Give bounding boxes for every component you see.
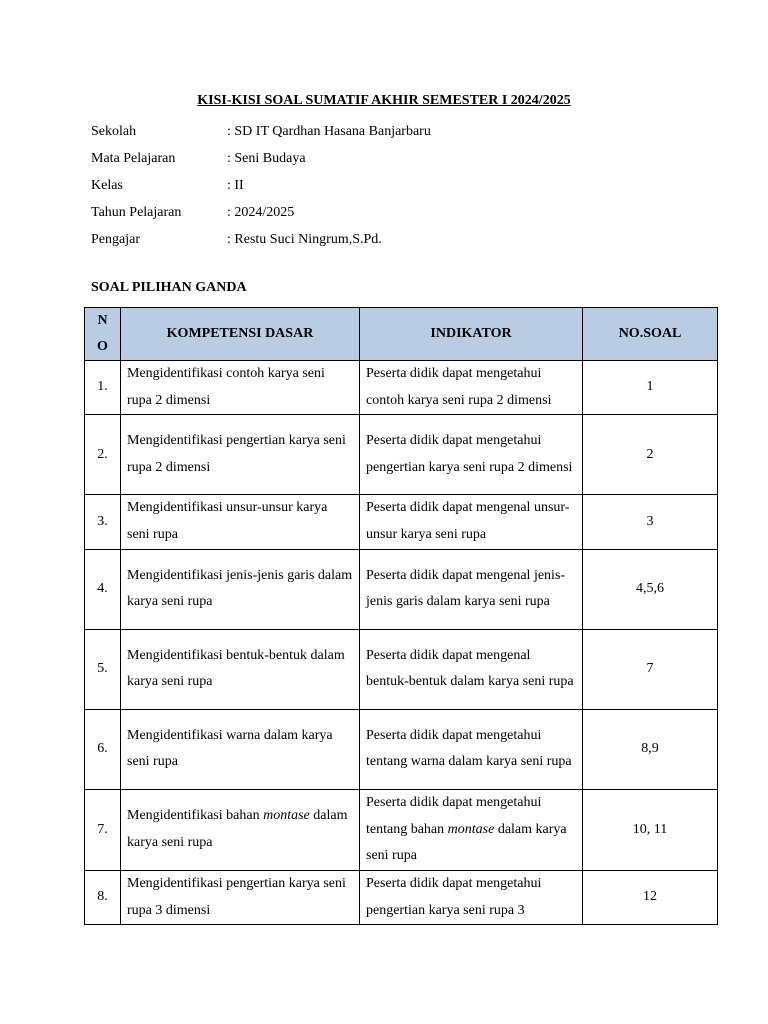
- ind-text-italic: montase: [447, 821, 495, 837]
- row-number: 1.: [85, 361, 121, 415]
- indikator-cell: [360, 789, 583, 870]
- document-title: KISI-KISI SOAL SUMATIF AKHIR SEMESTER I 2024/2025: [197, 93, 571, 108]
- indikator-cell: Peserta didik dapat mengenal bentuk-bentuk dalam karya seni rupa: [360, 629, 583, 709]
- indikator-cell: Peserta didik dapat mengetahui pengertian karya seni rupa 3: [360, 870, 583, 924]
- info-label: Tahun Pelajaran: [91, 204, 182, 220]
- table-row: [85, 495, 718, 549]
- info-value: : Restu Suci Ningrum,S.Pd.: [227, 231, 382, 247]
- kompetensi-dasar-cell: Mengidentifikasi warna dalam karya seni rupa: [121, 709, 360, 789]
- info-row-tahun-pelajaran: [91, 199, 691, 226]
- header-no-soal: NO.SOAL: [583, 308, 718, 361]
- info-row-kelas: [91, 172, 691, 199]
- kd-text-pre: Mengidentifikasi bahan: [127, 808, 264, 824]
- info-value: : 2024/2025: [227, 204, 295, 220]
- row-number: 4.: [85, 549, 121, 629]
- table-header-row: [85, 308, 718, 361]
- header-no-line1: N: [97, 313, 108, 328]
- kompetensi-dasar-cell: Mengidentifikasi contoh karya seni rupa 2 dimensi: [121, 361, 360, 415]
- kompetensi-dasar-cell: Mengidentifikasi pengertian karya seni rupa 2 dimensi: [121, 415, 360, 495]
- no-soal-cell: 1: [583, 361, 718, 415]
- header-no-line2: O: [97, 339, 108, 354]
- info-value: : II: [227, 177, 244, 193]
- kd-text-italic: montase: [263, 808, 310, 824]
- info-label: Mata Pelajaran: [91, 150, 176, 166]
- kd-text-post: dalam karya seni rupa: [127, 808, 348, 850]
- kompetensi-dasar-cell: Mengidentifikasi jenis-jenis garis dalam karya seni rupa: [121, 549, 360, 629]
- section-title: SOAL PILIHAN GANDA: [91, 280, 247, 295]
- info-value: : SD IT Qardhan Hasana Banjarbaru: [227, 123, 431, 139]
- no-soal-cell: 4,5,6: [583, 549, 718, 629]
- info-label: Pengajar: [91, 231, 140, 247]
- no-soal-cell: 8,9: [583, 709, 718, 789]
- row-number: 3.: [85, 495, 121, 549]
- no-soal-cell: 3: [583, 495, 718, 549]
- no-soal-cell: 7: [583, 629, 718, 709]
- table-row: [85, 549, 718, 629]
- kompetensi-dasar-cell: Mengidentifikasi bentuk-bentuk dalam karya seni rupa: [121, 629, 360, 709]
- table-row: [85, 709, 718, 789]
- ind-text-post: dalam karya seni rupa: [366, 821, 567, 864]
- table-row: [85, 789, 718, 870]
- row-number: 6.: [85, 709, 121, 789]
- indikator-cell: Peserta didik dapat mengenal jenis-jenis garis dalam karya seni rupa: [360, 549, 583, 629]
- row-number: 8.: [85, 870, 121, 924]
- indikator-cell: Peserta didik dapat mengetahui pengertian karya seni rupa 2 dimensi: [360, 415, 583, 495]
- info-row-sekolah: [91, 118, 691, 145]
- table-row: [85, 415, 718, 495]
- kisi-kisi-table: [84, 307, 718, 925]
- indikator-cell: Peserta didik dapat mengetahui tentang warna dalam karya seni rupa: [360, 709, 583, 789]
- table-row: [85, 870, 718, 924]
- header-indikator: INDIKATOR: [360, 308, 583, 361]
- indikator-cell: Peserta didik dapat mengenal unsur-unsur karya seni rupa: [360, 495, 583, 549]
- no-soal-cell: 10, 11: [583, 789, 718, 870]
- info-row-pengajar: [91, 226, 691, 253]
- no-soal-cell: 12: [583, 870, 718, 924]
- info-row-mata-pelajaran: [91, 145, 691, 172]
- info-block: [91, 118, 691, 253]
- info-value: : Seni Budaya: [227, 150, 306, 166]
- kompetensi-dasar-cell: Mengidentifikasi pengertian karya seni rupa 3 dimensi: [121, 870, 360, 924]
- ind-text-pre: Peserta didik dapat mengetahui tentang bahan: [366, 794, 542, 837]
- indikator-cell: Peserta didik dapat mengetahui contoh karya seni rupa 2 dimensi: [360, 361, 583, 415]
- header-no: [85, 308, 121, 361]
- info-label: Kelas: [91, 177, 123, 193]
- row-number: 5.: [85, 629, 121, 709]
- header-kompetensi-dasar: KOMPETENSI DASAR: [121, 308, 360, 361]
- kompetensi-dasar-cell: Mengidentifikasi unsur-unsur karya seni rupa: [121, 495, 360, 549]
- table-row: [85, 361, 718, 415]
- row-number: 2.: [85, 415, 121, 495]
- kompetensi-dasar-cell: [121, 789, 360, 870]
- table-row: [85, 629, 718, 709]
- no-soal-cell: 2: [583, 415, 718, 495]
- info-label: Sekolah: [91, 123, 137, 139]
- row-number: 7.: [85, 789, 121, 870]
